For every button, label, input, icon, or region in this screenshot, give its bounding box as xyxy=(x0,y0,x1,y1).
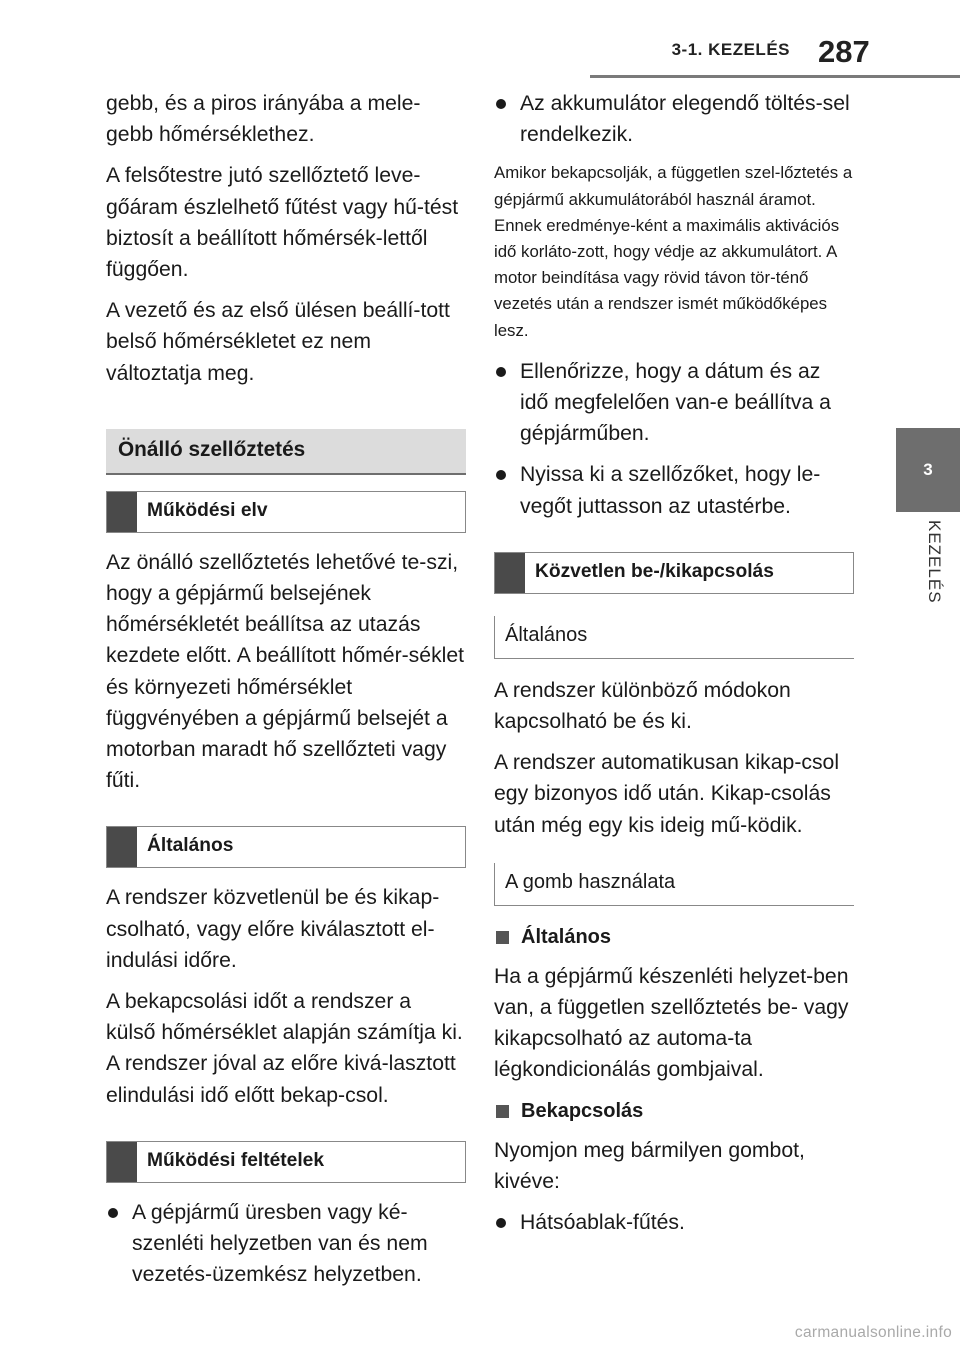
subheading-gomb-hasznalata: A gomb használata xyxy=(494,863,854,906)
paragraph: A rendszer közvetlenül be és kikap-csolható, vagy előre kiválasztott el-indulási időre. xyxy=(106,886,440,972)
bullet-icon xyxy=(496,470,506,480)
paragraph: A rendszer különböző módokon kapcsolható be és ki. xyxy=(494,678,791,734)
bullet-icon xyxy=(496,1218,506,1228)
subsection-heading-kozvetlen xyxy=(494,552,854,594)
section-heading-onallo-szelloztetes: Önálló szellőztetés xyxy=(106,429,466,475)
heading-text: Működési elv xyxy=(147,499,268,521)
subsection-heading-altalanos xyxy=(106,826,466,868)
bullet-text: Ellenőrizze, hogy a dátum és az idő megfelelően van-e beállítva a gépjárműben. xyxy=(520,359,831,446)
paragraph: Ha a gépjármű készenléti helyzet-ben van, a független szellőztetés be- vagy kikapcsolható az automa-ta légkondicionálás gombjaival. xyxy=(494,964,849,1082)
minor-heading-text: Bekapcsolás xyxy=(521,1099,644,1122)
bullet-item xyxy=(494,356,854,450)
minor-heading-altalanos xyxy=(494,922,854,953)
bullet-icon xyxy=(496,99,506,109)
chapter-tab: 3 xyxy=(896,428,960,512)
heading-stripe xyxy=(107,827,137,867)
square-bullet-icon xyxy=(496,931,509,944)
paragraph: A vezető és az első ülésen beállí-tott belső hőmérsékletet ez nem változtatja meg. xyxy=(106,299,450,385)
bullet-item xyxy=(494,88,854,150)
chapter-label: KEZELÉS xyxy=(925,520,944,604)
watermark: carmanualsonline.info xyxy=(794,1324,952,1341)
bullet-icon xyxy=(108,1208,118,1218)
subsection-heading-mukodesi-feltetelek xyxy=(106,1141,466,1183)
page-number: 287 xyxy=(818,34,870,69)
paragraph: Nyomjon meg bármilyen gombot, kivéve: xyxy=(494,1138,805,1193)
bullet-item xyxy=(494,1207,854,1238)
square-bullet-icon xyxy=(496,1105,509,1118)
bullet-text: Hátsóablak-fűtés. xyxy=(520,1211,685,1235)
minor-heading-bekapcsolas xyxy=(494,1096,854,1127)
heading-stripe xyxy=(495,553,525,593)
subsection-heading-mukodesi-elv xyxy=(106,491,466,533)
bullet-text: Nyissa ki a szellőzőket, hogy le-vegőt juttasson az utastérbe. xyxy=(520,463,821,518)
subheading-altalanos: Általános xyxy=(494,616,854,659)
right-column xyxy=(494,88,854,1248)
heading-text: Közvetlen be-/kikapcsolás xyxy=(535,560,774,582)
bullet-item xyxy=(106,1197,466,1291)
bullet-text: Az akkumulátor elegendő töltés-sel rendelkezik. xyxy=(520,92,850,147)
bullet-icon xyxy=(496,367,506,377)
note-text: Amikor bekapcsolják, a független szel-lőztetés a gépjármű akkumulátorából használ áramot. Ennek eredménye-ként a maximális aktivációs idő korláto-zott, hogy védje az akkumulátort. A motor beindítása vagy rövid távon tör-ténő vezetés után a rendszer ismét működőképes lesz. xyxy=(494,163,853,340)
minor-heading-text: Általános xyxy=(521,925,612,948)
bullet-text: A gépjármű üresben vagy ké-szenléti helyzetben van és nem vezetés-üzemkész helyzetben. xyxy=(132,1200,428,1287)
paragraph: A rendszer automatikusan kikap-csol egy bizonyos idő után. Kikap-csolás után még egy kis ideig mű-ködik. xyxy=(494,751,840,837)
left-column xyxy=(106,88,466,1300)
paragraph: Az önálló szellőztetés lehetővé te-szi, hogy a gépjármű belsejének hőmérsékletét beállítsa az utazás kezdete előtt. A beállított hőmér-séklet és környezeti hőmérséklet függvényében a gépjármű belsejét a motorban maradt hő szellőzteti vagy fűti. xyxy=(106,550,465,793)
bullet-item xyxy=(494,459,854,521)
paragraph: gebb, és a piros irányába a mele-gebb hőmérséklethez. xyxy=(106,92,421,147)
heading-stripe xyxy=(107,492,137,532)
heading-stripe xyxy=(107,1142,137,1182)
heading-text: Általános xyxy=(147,835,234,857)
header-divider xyxy=(590,75,960,78)
paragraph: A felsőtestre jutó szellőztető leve-gőáram észlelhető fűtést vagy hű-tést biztosít a beállított hőmérsék-lettől függően. xyxy=(106,164,459,282)
section-title: 3-1. KEZELÉS xyxy=(671,40,790,59)
heading-text: Működési feltételek xyxy=(147,1149,325,1171)
paragraph: A bekapcsolási időt a rendszer a külső hőmérséklet alapján számítja ki. A rendszer jóval az előre kivá-lasztott elindulási idő előtt bekap-csol. xyxy=(106,990,463,1107)
